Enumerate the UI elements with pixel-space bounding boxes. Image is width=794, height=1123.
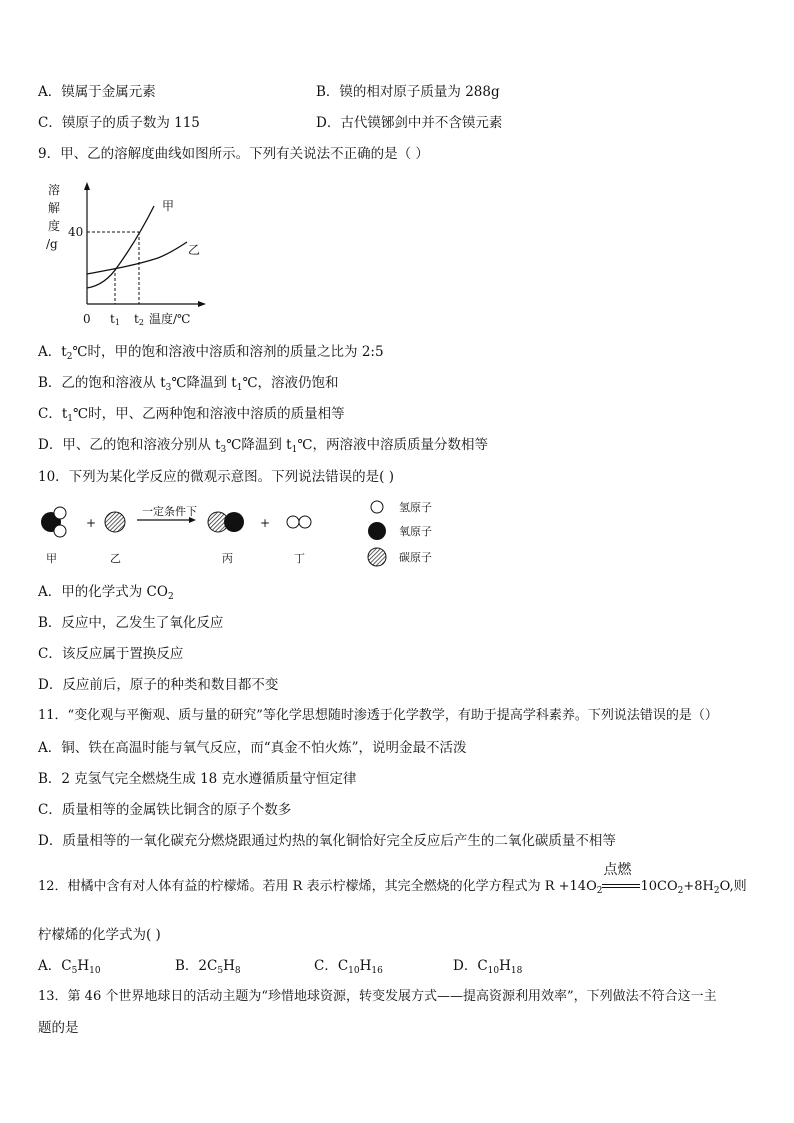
legend-oxygen-icon	[368, 522, 386, 540]
x-axis-arrow-icon	[198, 301, 206, 307]
q11-option-b: B．2 克氢气完全燃烧生成 18 克水遵循质量守恒定律	[38, 771, 357, 787]
series-yi-curve	[87, 242, 187, 274]
combustion-condition: 点燃	[603, 861, 632, 878]
q8-option-b: B．镆的相对原子质量为 288g	[316, 84, 500, 100]
label-jia: 甲	[46, 552, 57, 565]
q9-stem: 9．甲、乙的溶解度曲线如图所示。下列有关说法不正确的是（ ）	[38, 146, 429, 162]
label-bing: 丙	[222, 552, 233, 565]
y-label-char-1: 溶	[48, 183, 61, 197]
q12-option-b: B．$2C_5H_8$	[175, 958, 241, 976]
q9-option-b: B．乙的饱和溶液从 $t_3℃$降温到 $t_1℃$，溶液仍饱和	[38, 375, 339, 393]
molecule-bing	[208, 512, 244, 532]
q12-option-a: A．$C_5H_{10}$	[38, 958, 101, 976]
q10-stem: 10．下列为某化学反应的微观示意图。下列说法错误的是( )	[38, 469, 395, 485]
combustion-condition-equals	[602, 861, 640, 895]
plus-sign-1: +	[86, 516, 97, 530]
series-jia-curve	[87, 206, 154, 288]
legend-oxygen-label: 氧原子	[399, 525, 432, 538]
label-yi: 乙	[110, 552, 121, 565]
q12-option-c: C．$C_{10}H_{16}$	[314, 958, 383, 976]
q12-stem-line2: 柠檬烯的化学式为( )	[38, 927, 161, 943]
y-axis-arrow-icon	[84, 182, 90, 190]
q8-option-d: D．古代镆铘剑中并不含镆元素	[316, 115, 503, 131]
legend	[368, 500, 432, 566]
x-axis-label: 温度/℃	[149, 312, 191, 326]
x-tick-t2: t2	[134, 312, 144, 327]
legend-hydrogen-icon	[371, 501, 383, 513]
series-jia-label: 甲	[162, 199, 175, 213]
q12-option-d: D．$C_{10}H_{18}$	[453, 958, 523, 976]
reaction-condition: 一定条件下	[142, 505, 197, 518]
q13-stem-line1: 13．第 46 个世界地球日的活动主题为“珍惜地球资源，转变发展方式——提高资源利用效率”，下列做法不符合这一主	[38, 989, 717, 1004]
reaction-diagram	[38, 496, 458, 572]
legend-carbon-icon	[368, 548, 386, 566]
q13-stem-line2: 题的是	[38, 1020, 79, 1036]
q9-option-a: A．$t_2℃$时，甲的饱和溶液中溶质和溶剂的质量之比为 2:5	[38, 344, 384, 362]
q11-option-c: C．质量相等的金属铁比铜含的原子个数多	[38, 802, 292, 818]
x-tick-t1: t1	[110, 312, 120, 327]
molecule-jia	[41, 507, 66, 537]
label-ding: 丁	[294, 552, 305, 565]
y-label-char-2: 解	[48, 201, 61, 215]
plus-sign-2: +	[260, 516, 271, 530]
q9-option-d: D．甲、乙的饱和溶液分别从 $t_3℃$降温到 $t_1℃$，两溶液中溶质质量分数相等	[38, 437, 488, 455]
q11-option-d: D．质量相等的一氧化碳充分燃烧跟通过灼热的氧化铜恰好完全反应后产生的二氧化碳质量不相等	[38, 833, 616, 849]
y-label-char-4: /g	[46, 237, 58, 251]
legend-carbon-label: 碳原子	[399, 551, 432, 564]
solubility-chart	[38, 178, 218, 330]
q8-option-a: A．镆属于金属元素	[38, 84, 156, 100]
q11-option-a: A．铜、铁在高温时能与氧气反应，而“真金不怕火炼”，说明金最不活泼	[38, 740, 467, 756]
q12-stem-line1: 12．柑橘中含有对人体有益的柠檬烯。若用 R 表示柠檬烯，其完全燃烧的化学方程式为 $R +14O_2$ 点燃 $10CO_2+8H_2O$,则	[38, 861, 747, 896]
legend-hydrogen-label: 氢原子	[399, 501, 432, 514]
y-tick-40: 40	[68, 225, 84, 239]
q10-option-b: B．反应中，乙发生了氧化反应	[38, 615, 224, 631]
y-label-char-3: 度	[48, 219, 61, 233]
molecule-ding	[287, 516, 311, 528]
q8-option-c: C．镆原子的质子数为 115	[38, 115, 200, 131]
molecule-yi	[105, 512, 125, 532]
q10-option-a: A．甲的化学式为 $CO_2$	[38, 584, 174, 602]
x-origin-label: 0	[83, 312, 91, 326]
series-yi-label: 乙	[188, 243, 201, 257]
q9-option-c: C．$t_1℃$时，甲、乙两种饱和溶液中溶质的质量相等	[38, 406, 345, 424]
q10-option-d: D．反应前后，原子的种类和数目都不变	[38, 677, 279, 693]
q11-stem: 11．“变化观与平衡观、质与量的研究”等化学思想随时渗透于化学教学，有助于提高学科素养。下列说法错误的是（）	[38, 708, 718, 723]
q10-option-c: C．该反应属于置换反应	[38, 646, 184, 662]
